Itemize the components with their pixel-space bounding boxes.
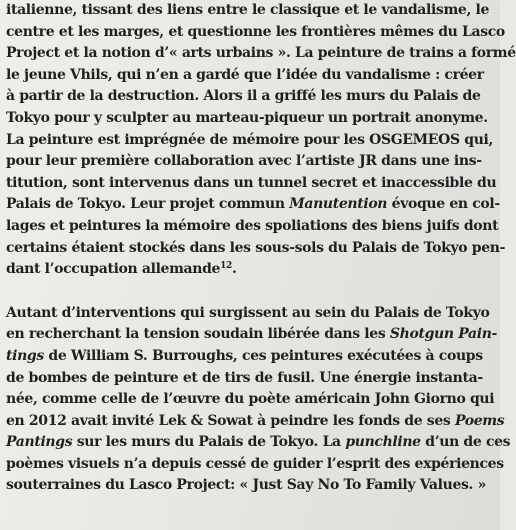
text-run: certains étaient stockés dans les sous-sols du Palais de Tokyo pen- xyxy=(6,239,506,256)
text-line xyxy=(6,0,498,22)
italic-title: Manutention xyxy=(289,196,388,213)
text-line xyxy=(6,303,498,325)
text-line xyxy=(6,368,498,390)
text-line xyxy=(6,151,498,173)
text-run: La peinture est imprégnée de mémoire pour les OSGEMEOS qui, xyxy=(6,131,494,148)
text-run: née, comme celle de l’œuvre du poète américain John Giorno qui xyxy=(6,391,495,408)
text-line xyxy=(6,86,498,108)
text-run: de bombes de peinture et de tirs de fusil. Une énergie instanta- xyxy=(6,369,483,386)
text-run: titution, sont intervenus dans un tunnel secret et inaccessible du xyxy=(6,174,497,191)
text-run: Tokyo pour y sculpter au marteau-piqueur un portrait anonyme. xyxy=(6,109,488,126)
text-line xyxy=(6,216,498,238)
text-run: souterraines du Lasco Project: « Just Say No To Family Values. » xyxy=(6,477,486,494)
paragraph xyxy=(6,0,516,281)
text-run: le jeune Vhils, qui n’en a gardé que l’idée du vandalisme : créer xyxy=(6,66,484,83)
text-line xyxy=(6,22,505,44)
italic-title: Poems xyxy=(454,412,505,429)
text-run: . xyxy=(231,261,237,278)
body-text xyxy=(6,0,516,497)
text-line xyxy=(6,432,511,454)
text-run: à partir de la destruction. Alors il a griffé les murs du Palais de xyxy=(6,88,481,105)
text-run: lages et peintures la mémoire des spoliations des biens juifs dont xyxy=(6,217,499,234)
text-line xyxy=(6,346,498,368)
text-line xyxy=(6,173,498,195)
paragraph-gap xyxy=(6,281,498,303)
text-run: dant l’occupation allemande xyxy=(6,261,221,278)
text-line xyxy=(6,238,506,260)
text-run: de William S. Burroughs, ces peintures exécutées à coups xyxy=(43,347,483,364)
text-run: Autant d’interventions qui surgissent au sein du Palais de Tokyo xyxy=(6,304,490,321)
text-line xyxy=(6,411,505,433)
text-run: d’un de ces xyxy=(420,434,511,451)
text-run: pour leur première collaboration avec l’artiste JR dans une ins- xyxy=(6,153,482,170)
text-line xyxy=(6,454,504,476)
text-run: en 2012 avait invité Lek & Sowat à peindre les fonds de ses xyxy=(6,412,455,429)
text-run: en recherchant la tension soudain libérée dans les xyxy=(6,326,390,343)
text-line xyxy=(6,43,516,65)
text-run: sur les murs du Palais de Tokyo. La xyxy=(72,434,346,451)
text-run: poèmes visuels n’a depuis cessé de guider l’esprit des expériences xyxy=(6,455,504,472)
text-line xyxy=(6,475,498,497)
text-line xyxy=(6,194,498,216)
text-line xyxy=(6,324,498,346)
text-line xyxy=(6,389,498,411)
text-line xyxy=(6,259,498,281)
text-line xyxy=(6,130,498,152)
italic-title: punchline xyxy=(345,434,421,451)
paragraph xyxy=(6,303,511,497)
footnote-ref: 12 xyxy=(220,261,232,272)
text-run: Project et la notion d’« arts urbains ». La peinture de trains a formé xyxy=(6,45,516,62)
italic-title: tings xyxy=(6,347,44,364)
italic-title: Pantings xyxy=(6,434,73,451)
text-run: Palais de Tokyo. Leur projet commun xyxy=(6,196,290,213)
text-line xyxy=(6,108,498,130)
italic-title: Shotgun Pain- xyxy=(389,326,497,343)
text-run: centre et les marges, et questionne les frontières mêmes du Lasco xyxy=(6,23,505,40)
text-line xyxy=(6,65,498,87)
text-run: évoque en col- xyxy=(387,196,500,213)
text-run: italienne, tissant des liens entre le classique et le vandalisme, le xyxy=(6,2,490,18)
